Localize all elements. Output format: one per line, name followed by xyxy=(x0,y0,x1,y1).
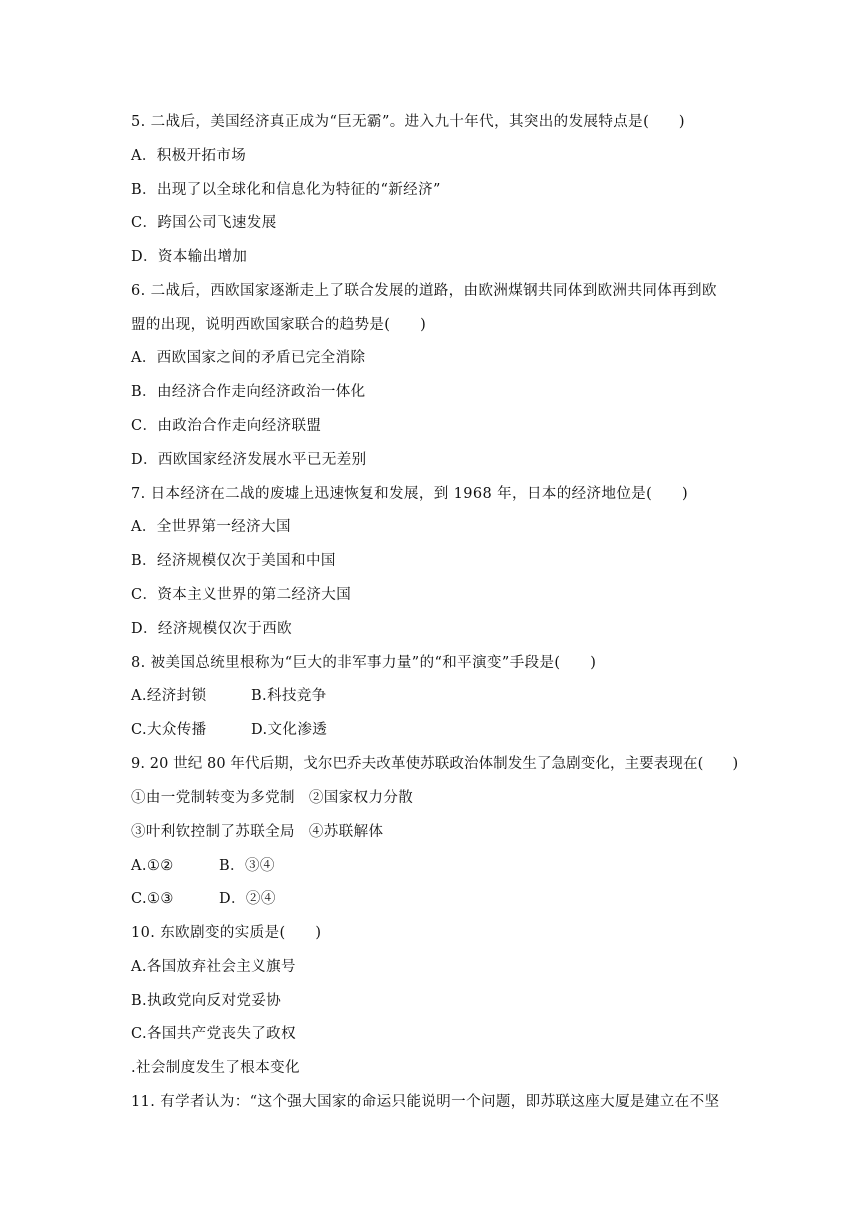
question-9-item-2: ②国家权力分散 xyxy=(308,790,414,806)
question-6-stem: 6. 二战后，西欧国家逐渐走上了联合发展的道路，由欧洲煤钢共同体到欧洲共同体再到欧 xyxy=(131,283,717,299)
question-5-stem: 5. 二战后，美国经济真正成为“巨无霸”。进入九十年代，其突出的发展特点是( ) xyxy=(131,114,685,130)
question-10-option-b: B.执政党向反对党妥协 xyxy=(131,993,282,1009)
question-6-option-c: C．由政治合作走向经济联盟 xyxy=(131,418,322,434)
question-9-options-row-1 xyxy=(131,856,275,876)
question-7-option-b: B．经济规模仅次于美国和中国 xyxy=(131,553,336,569)
question-9-options-row-2 xyxy=(131,889,276,909)
question-5-option-a: A．积极开拓市场 xyxy=(131,148,247,164)
question-9-option-a: A.①② xyxy=(131,858,174,874)
question-9-item-3: ③叶利钦控制了苏联全局 xyxy=(131,824,295,840)
question-8-option-c: C.大众传播 xyxy=(131,722,207,738)
question-9-option-c: C.①③ xyxy=(131,891,174,907)
question-7-option-c: C．资本主义世界的第二经济大国 xyxy=(131,587,352,603)
question-9-items-row-2 xyxy=(131,822,383,842)
question-9-item-4: ④苏联解体 xyxy=(308,824,384,840)
question-8-option-a: A.经济封锁 xyxy=(131,688,207,704)
question-8-option-b: B.科技竞争 xyxy=(251,688,327,704)
question-11-stem: 11. 有学者认为：“这个强大国家的命运只能说明一个问题，即苏联这座大厦是建立在不坚 xyxy=(131,1094,720,1110)
question-6-option-d: D．西欧国家经济发展水平已无差别 xyxy=(131,452,367,468)
question-10-option-a: A.各国放弃社会主义旗号 xyxy=(131,959,296,975)
question-8-stem: 8. 被美国总统里根称为“巨大的非军事力量”的“和平演变”手段是( ) xyxy=(131,655,597,671)
question-10-stem: 10. 东欧剧变的实质是( ) xyxy=(131,925,322,941)
question-7-option-d: D．经济规模仅次于西欧 xyxy=(131,621,293,637)
question-9-option-d: D．②④ xyxy=(219,891,276,907)
question-10-option-d: .社会制度发生了根本变化 xyxy=(131,1060,300,1076)
question-8-options-row-1 xyxy=(131,686,327,706)
question-6-stem-continued: 盟的出现，说明西欧国家联合的趋势是( ) xyxy=(131,317,427,333)
question-9-stem: 9. 20 世纪 80 年代后期，戈尔巴乔夫改革使苏联政治体制发生了急剧变化，主要表现在( ) xyxy=(131,756,739,772)
question-5-option-b: B．出现了以全球化和信息化为特征的“新经济” xyxy=(131,182,441,198)
question-8-options-row-2 xyxy=(131,720,327,740)
question-8-option-d: D.文化渗透 xyxy=(251,722,328,738)
question-9-item-1: ①由一党制转变为多党制 xyxy=(131,790,295,806)
question-7-stem: 7. 日本经济在二战的废墟上迅速恢复和发展，到 1968 年，日本的经济地位是( ) xyxy=(131,486,689,502)
question-6-option-a: A．西欧国家之间的矛盾已完全消除 xyxy=(131,350,366,366)
question-5-option-d: D．资本输出增加 xyxy=(131,249,248,265)
question-7-option-a: A．全世界第一经济大国 xyxy=(131,519,291,535)
question-5-option-c: C．跨国公司飞速发展 xyxy=(131,215,277,231)
question-6-option-b: B．由经济合作走向经济政治一体化 xyxy=(131,384,366,400)
question-9-option-b: B．③④ xyxy=(219,858,275,874)
question-10-option-c: C.各国共产党丧失了政权 xyxy=(131,1026,296,1042)
question-9-items-row-1 xyxy=(131,788,413,808)
